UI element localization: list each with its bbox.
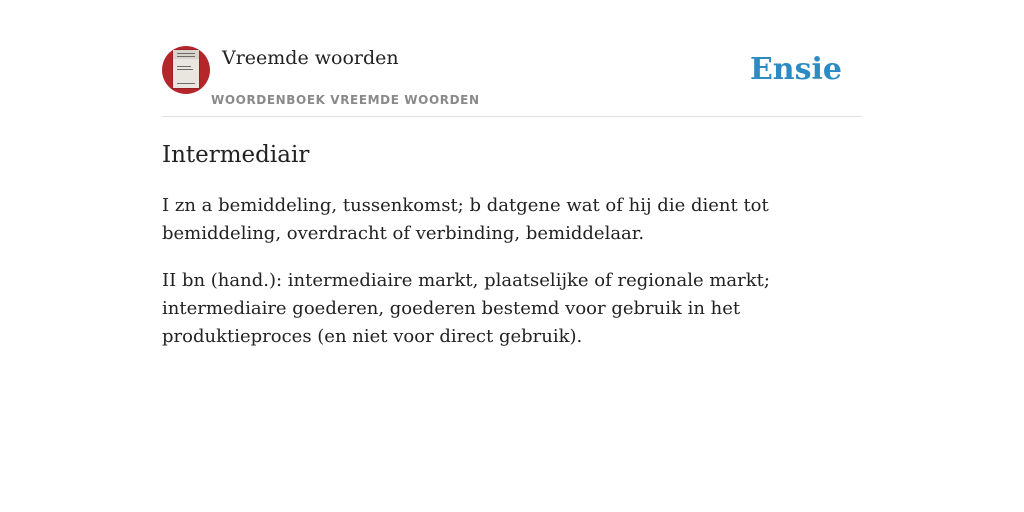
source-header: [162, 46, 862, 117]
book-cover-band: [173, 50, 199, 59]
book-cover-line: [177, 66, 191, 67]
book-cover-line: [177, 69, 193, 70]
book-cover-line: [177, 53, 195, 54]
book-cover-icon[interactable]: [162, 46, 210, 94]
book-cover-line: [177, 56, 195, 57]
source-subtitle: WOORDENBOEK VREEMDE WOORDEN: [211, 93, 480, 107]
brand-logo-link[interactable]: Ensie: [749, 52, 842, 87]
definition-paragraph: II bn (hand.): intermediaire markt, plaatselijke of regionale markt; intermediaire goederen, goederen bestemd voor gebruik in het produktieproces (en niet voor direct gebruik).: [162, 270, 770, 347]
definition-paragraph: I zn a bemiddeling, tussenkomst; b datgene wat of hij die dient tot bemiddeling, overdracht of verbinding, bemiddelaar.: [162, 195, 769, 244]
book-cover: [173, 50, 199, 88]
source-title-link[interactable]: Vreemde woorden: [222, 47, 399, 69]
entry-title: Intermediair: [162, 142, 310, 168]
book-cover-line: [177, 83, 195, 84]
